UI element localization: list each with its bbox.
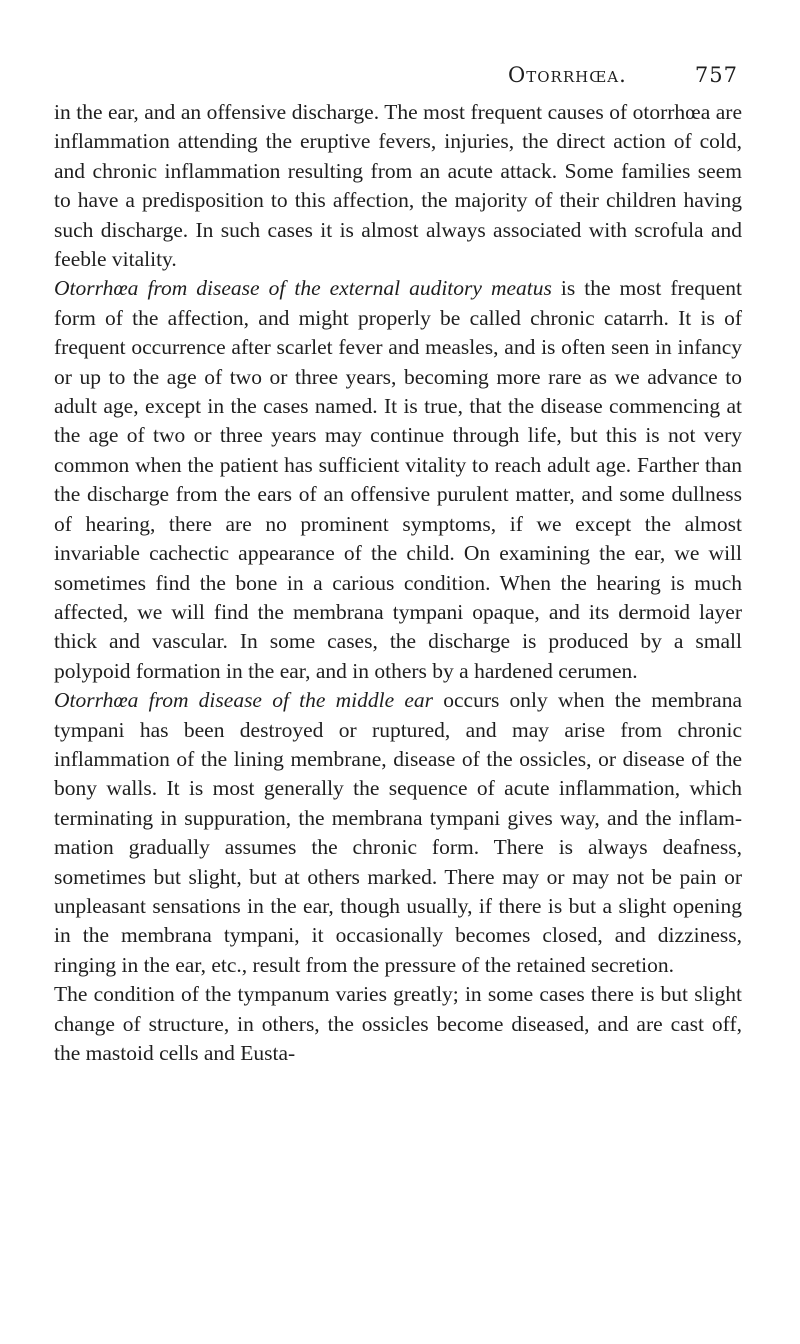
paragraph-lead-heading: Otorrhœa from disease of the external auditory meatus [54, 276, 552, 301]
paragraph [54, 686, 742, 980]
paragraph [54, 98, 742, 274]
paragraph-lead-heading: Otorrhœa from disease of the middle ear [54, 688, 434, 713]
paragraph-text: in the ear, and an offensive discharge. The most frequent causes of otorrhœa are inflammation attending the eruptive fevers, injuries, the direct action of cold, and chronic inflammation resulting from an acute attack. Some families seem to have a predisposition to this affection, the majority of their children having such discharge. In such cases it is almost always associated with scrofula and feeble vitality. [54, 100, 742, 272]
paragraph [54, 274, 742, 686]
paragraph-text: The condition of the tympanum varies greatly; in some cases there is but slight change of structure, in others, the ossicles become diseased, and are cast off, the mastoid cells and Eusta- [54, 982, 742, 1065]
body-text [54, 98, 742, 1068]
paragraph [54, 980, 742, 1068]
paragraph-text: occurs only when the membrana tympani has been destroyed or ruptured, and may arise from chronic inflammation of the lining membrane, disease of the ossicles, or disease of the bony walls. It is most generally the sequence of acute inflammation, which terminating in suppuration, the membrana tympani gives way, and the inflammation gradually assumes the chronic form. There is always deafness, sometimes but slight, but at others marked. There may or may not be pain or unpleasant sensations in the ear, though usually, if there is but a slight opening in the membrana tympani, it occasionally becomes closed, and dizziness, ringing in the ear, etc., result from the pressure of the retained secretion. [54, 688, 743, 977]
paragraph-text: is the most frequent form of the affection, and might properly be called chronic catarrh. It is of frequent occurrence after scarlet fever and measles, and is often seen in infancy or up to the age of two or three years, becoming more rare as we advance to adult age, except in the cases named. It is true, that the disease commencing at the age of two or three years may continue through life, but this is not very common when the patient has sufficient vitality to reach adult age. Farther than the discharge from the ears of an offensive purulent matter, and some dullness of hearing, there are no prominent symptoms, if we except the almost invariable cachectic appearance of the child. On examining the ear, we will sometimes find the bone in a carious condition. When the hearing is much affected, we will find the membrana tympani opaque, and its dermoid layer thick and vascular. In some cases, the discharge is produced by a small polypoid formation in the ear, and in others by a hardened cerumen. [54, 276, 742, 683]
running-head [508, 63, 738, 87]
page-number: 757 [694, 63, 738, 87]
running-title: Otorrhœa. [508, 63, 627, 87]
